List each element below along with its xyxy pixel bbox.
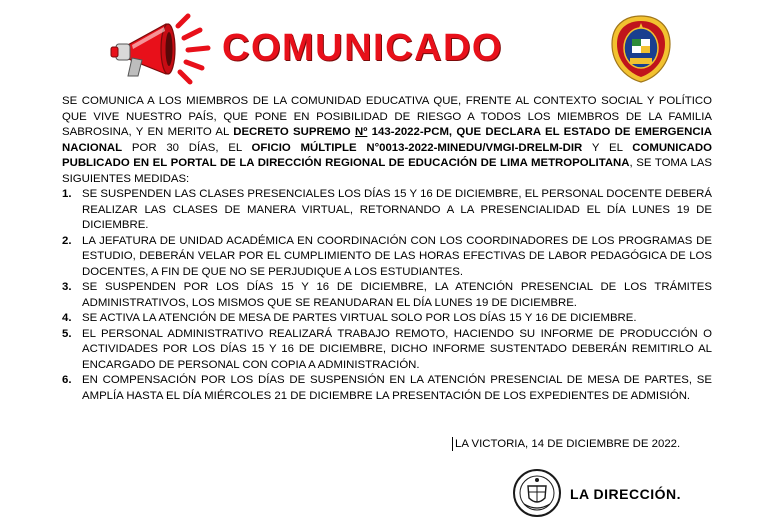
intro-paragraph xyxy=(62,94,712,187)
list-item xyxy=(62,373,712,404)
list-item xyxy=(62,187,712,234)
list-item-text: SE SUSPENDEN LAS CLASES PRESENCIALES LOS DÍAS 15 Y 16 DE DICIEMBRE, EL PERSONAL DOCENTE DEBERÁ REALIZAR LAS CLASES DE MANERA VIRTUAL, RETORNANDO A LA PRESENCIALIDAD EL DÍA LUNES 19 DE DICIEMBRE. xyxy=(82,188,712,231)
decreto-number-sign: Nº xyxy=(354,126,368,138)
list-item-text: EN COMPENSACIÓN POR LOS DÍAS DE SUSPENSIÓN EN LA ATENCIÓN PRESENCIAL DE MESA DE PARTES, SE AMPLÍA HASTA EL DÍA MIÉRCOLES 21 DE DICIEMBRE LA PRESENTACIÓN DE LOS EXPEDIENTES DE ADMISIÓN. xyxy=(82,374,712,402)
intro-text-3: Y EL xyxy=(582,141,633,154)
list-item xyxy=(62,327,712,374)
list-item-text: LA JEFATURA DE UNIDAD ACADÉMICA EN COORDINACIÓN CON LOS COORDINADORES DE LOS PROGRAMAS DE ESTUDIO, DEBERÁN VELAR POR EL CUMPLIMIENTO DE LAS HORAS EFECTIVAS DE LABOR PEDAGÓGICA DE LOS DOCENTES, A FIN DE QUE NO SE PERJUDIQUE A LOS ESTUDIANTES. xyxy=(82,234,712,278)
signature-label: LA DIRECCIÓN. xyxy=(570,486,681,502)
intro-text-4: , SE TOMA LAS SIGUIENTES MEDIDAS: xyxy=(62,157,712,185)
list-item-number: 6. xyxy=(62,374,72,386)
page-title: COMUNICADO xyxy=(222,27,503,69)
list-item-number: 4. xyxy=(62,312,72,324)
oficio-reference: OFICIO MÚLTIPLE N°0013-2022-MINEDU/VMGI-DRELM-DIR xyxy=(251,141,583,154)
intro-text-2: POR 30 DÍAS, EL xyxy=(122,141,252,154)
list-item-number: 5. xyxy=(62,327,72,340)
list-item-number: 2. xyxy=(62,234,72,247)
list-item-text: SE SUSPENDEN POR LOS DÍAS 15 Y 16 DE DICIEMBRE, LA ATENCIÓN PRESENCIAL DE LOS TRÁMITES ADMINISTRATIVOS, LOS MISMOS QUE SE REANUDARAN EL DÍA LUNES 19 DE DICIEMBRE. xyxy=(82,281,712,309)
megaphone-icon xyxy=(108,12,214,88)
intro-text-1: SE COMUNICA A LOS MIEMBROS DE LA COMUNIDAD EDUCATIVA QUE, FRENTE AL CONTEXTO SOCIAL Y POLÍTICO QUE VIVE NUESTRO PAÍS, QUE PONE EN POSIBILIDAD DE RIESGO A TODOS LOS MIEMBROS DE LA FAMILIA SABROSINA, Y EN MERITO AL xyxy=(62,95,712,138)
list-item-number: 1. xyxy=(62,188,72,200)
document-date: LA VICTORIA, 14 DE DICIEMBRE DE 2022. xyxy=(452,437,680,451)
list-item-number: 3. xyxy=(62,281,72,293)
decreto-post: 143-2022-PCM, QUE DECLARA EL ESTADO DE EMERGENCIA NACIONAL xyxy=(62,126,712,154)
list-item xyxy=(62,280,712,311)
list-item xyxy=(62,311,712,327)
list-item-text: SE ACTIVA LA ATENCIÓN DE MESA DE PARTES VIRTUAL SOLO POR LOS DÍAS 15 Y 16 DE DICIEMBRE. xyxy=(82,312,637,324)
official-seal-icon xyxy=(512,468,562,518)
comunicado-reference: COMUNICADO PUBLICADO EN EL PORTAL DE LA DIRECCIÓN REGIONAL DE EDUCACIÓN DE LIMA METROPOLITANA xyxy=(62,141,712,169)
communique-body xyxy=(62,94,712,404)
institution-emblem-icon xyxy=(610,14,672,84)
decreto-pre: DECRETO SUPREMO xyxy=(233,126,355,138)
list-item xyxy=(62,234,712,281)
list-item-text: EL PERSONAL ADMINISTRATIVO REALIZARÁ TRABAJO REMOTO, HACIENDO SU INFORME DE PRODUCCIÓN O ACTIVIDADES POR LOS DÍAS 15 Y 16 DE DICIEMBRE, DICHO INFORME SUSTENTADO DEBERÁN REMITIRLO AL ENCARGADO DE PERSONAL CON COPIA A ADMINISTRACIÓN. xyxy=(82,327,712,371)
measures-list xyxy=(62,187,712,404)
